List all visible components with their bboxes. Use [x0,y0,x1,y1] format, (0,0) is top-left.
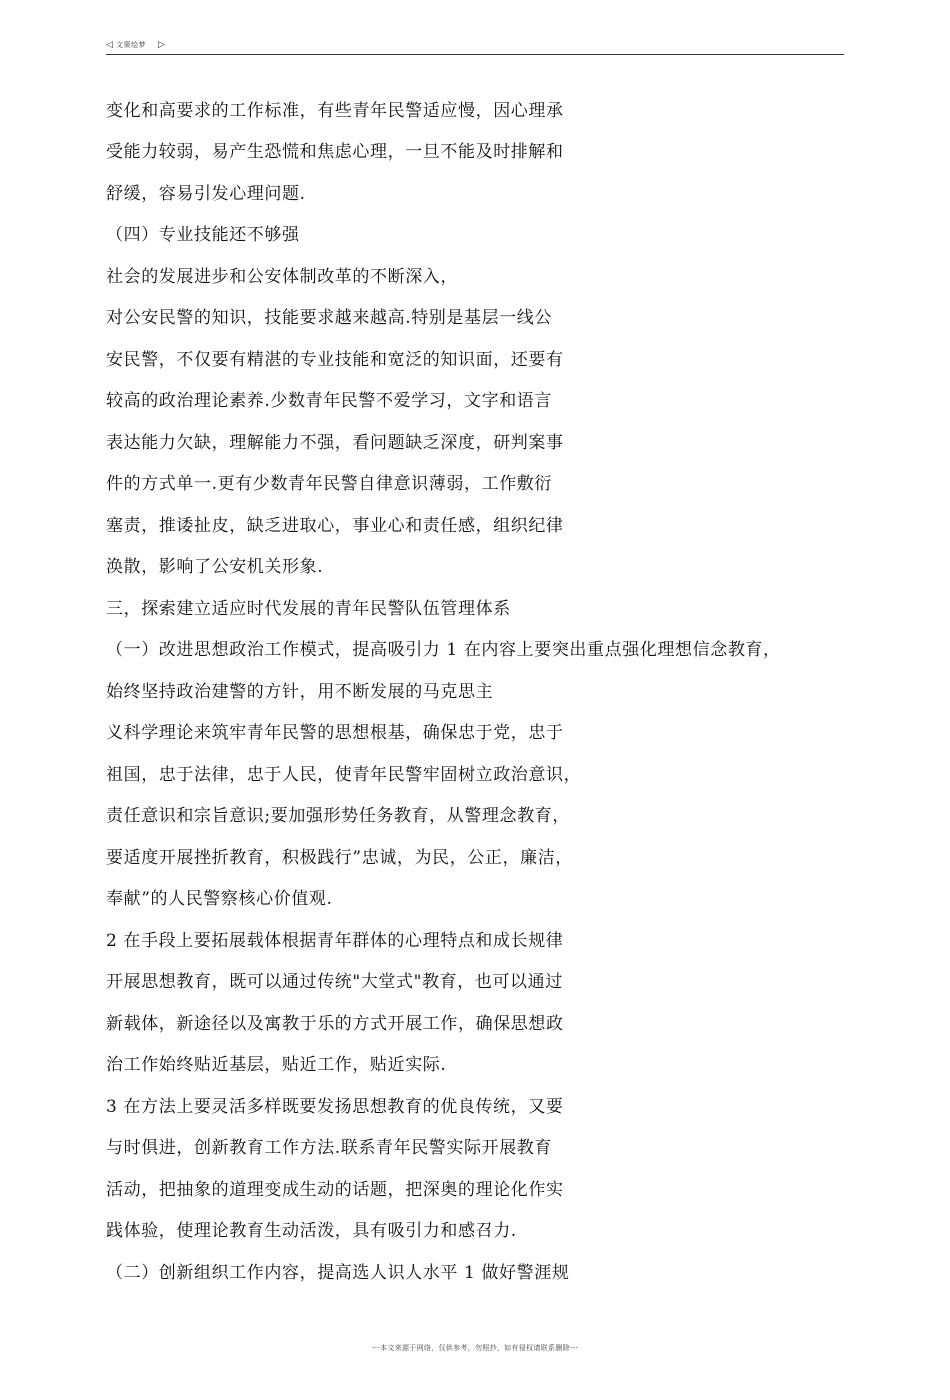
body-line: 始终坚持政治建警的方针，用不断发展的马克思主 [106,682,494,702]
body-line: 安民警，不仅要有精湛的专业技能和宽泛的知识面，还要有 [106,350,564,370]
body-line: 要适度开展挫折教育，积极践行”忠诚，为民，公正，廉洁， [106,848,573,868]
body-line: 践体验，使理论教育生动活泼，具有吸引力和感召力. [106,1221,517,1241]
body-line: 新载体，新途径以及寓教于乐的方式开展工作，确保思想政 [106,1014,564,1034]
body-line: 活动，把抽象的道理变成生动的话题，把深奥的理论化作实 [106,1180,564,1200]
left-triangle-icon: ◁ [106,40,113,50]
body-line: 治工作始终贴近基层，贴近工作，贴近实际. [106,1055,447,1075]
body-line: 塞责，推诿扯皮，缺乏进取心，事业心和责任感，组织纪律 [106,516,564,536]
body-line: 与时俱进，创新教育工作方法.联系青年民警实际开展教育 [106,1138,553,1158]
body-line: 舒缓，容易引发心理问题. [106,184,306,204]
body-line: 奉献”的人民警察核心价值观. [106,889,333,909]
section-heading: 三，探索建立适应时代发展的青年民警队伍管理体系 [106,599,511,619]
body-line: 3 在方法上要灵活多样既要发扬思想教育的优良传统，又要 [106,1097,564,1117]
body-line: 件的方式单一.更有少数青年民警自律意识薄弱，工作敷衍 [106,474,553,494]
section-heading: （一）改进思想政治工作模式，提高吸引力 1 在内容上要突出重点强化理想信念教育， [106,640,781,660]
header-source-label: 文策绘梦 [116,41,146,49]
body-line: 社会的发展进步和公安体制改革的不断深入， [106,267,458,287]
section-heading: （四）专业技能还不够强 [106,225,300,245]
page-header [106,38,844,55]
page-footer: ---本文来源于网络，仅供参考，勿照抄，如有侵权请联系删除--- [371,1344,579,1352]
body-line: 变化和高要求的工作标准，有些青年民警适应慢，因心理承 [106,101,564,121]
body-line: 涣散，影响了公安机关形象. [106,557,324,577]
body-line: 开展思想教育，既可以通过传统"大堂式"教育，也可以通过 [106,972,563,992]
body-line: 受能力较弱，易产生恐慌和焦虑心理，一旦不能及时排解和 [106,142,564,162]
body-line: 祖国，忠于法律，忠于人民，使青年民警牢固树立政治意识， [106,765,582,785]
body-line: 较高的政治理论素养.少数青年民警不爱学习，文字和语言 [106,391,553,411]
body-line: 义科学理论来筑牢青年民警的思想根基，确保忠于党，忠于 [106,723,564,743]
body-line: 表达能力欠缺，理解能力不强，看问题缺乏深度，研判案事 [106,433,564,453]
body-line: 对公安民警的知识，技能要求越来越高.特别是基层一线公 [106,308,553,328]
body-line: 责任意识和宗旨意识;要加强形势任务教育，从警理念教育， [106,806,570,826]
section-heading: （二）创新组织工作内容，提高选人识人水平 1 做好警涯规 [106,1263,570,1283]
right-triangle-icon: ▷ [158,40,165,50]
body-line: 2 在手段上要拓展载体根据青年群体的心理特点和成长规律 [106,931,564,951]
